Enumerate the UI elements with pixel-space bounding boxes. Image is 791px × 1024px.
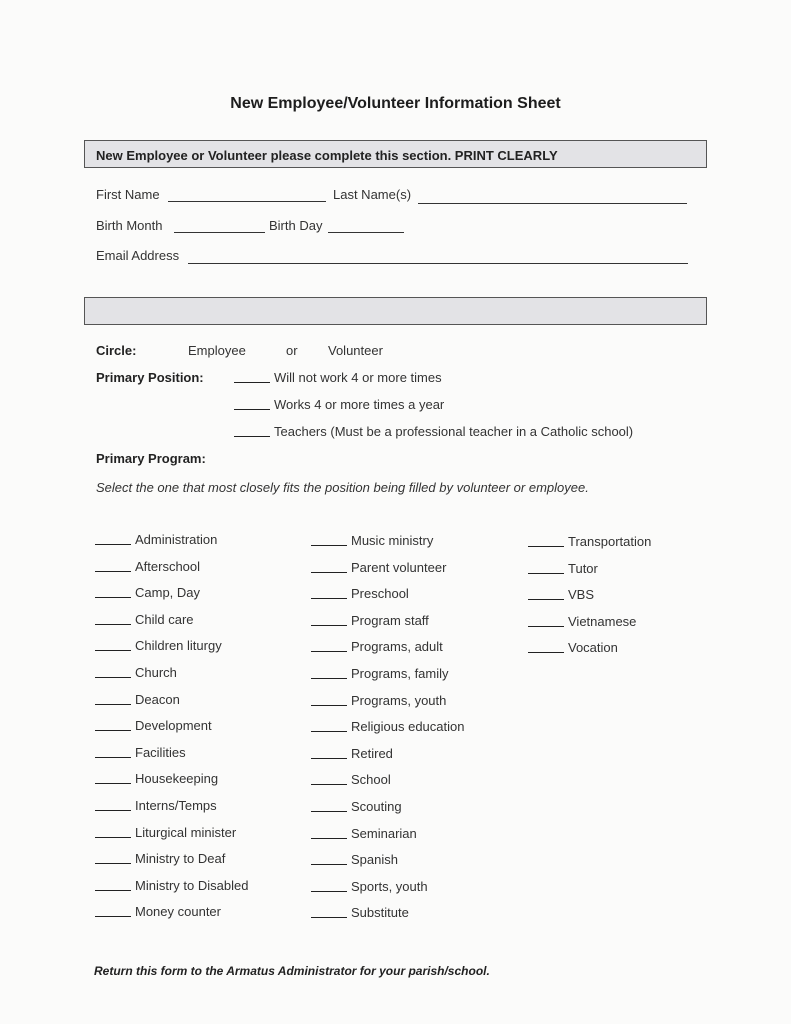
position-option[interactable] [234,397,444,412]
program-option[interactable] [95,745,186,760]
program-blank[interactable] [95,810,131,811]
program-blank[interactable] [311,838,347,839]
program-blank[interactable] [95,757,131,758]
program-label: Parent volunteer [351,560,447,575]
program-option[interactable] [311,879,428,894]
program-option[interactable] [528,640,618,655]
birth-day-field[interactable] [328,232,404,233]
program-option[interactable] [311,613,429,628]
program-label: Church [135,665,177,680]
program-blank[interactable] [311,625,347,626]
program-option[interactable] [95,771,218,786]
program-blank[interactable] [95,730,131,731]
program-label: Music ministry [351,533,434,548]
first-name-field[interactable] [168,201,326,202]
first-name-label: First Name [96,187,160,202]
program-label: Religious education [351,719,465,734]
program-blank[interactable] [311,598,347,599]
program-blank[interactable] [311,758,347,759]
program-option[interactable] [311,826,417,841]
program-option[interactable] [95,718,212,733]
program-label: Afterschool [135,559,201,574]
position-blank[interactable] [234,436,270,437]
program-option[interactable] [311,586,409,601]
program-blank[interactable] [311,651,347,652]
program-label: Vietnamese [568,614,637,629]
circle-label: Circle: [96,343,137,358]
program-blank[interactable] [311,731,347,732]
program-blank[interactable] [95,916,131,917]
program-blank[interactable] [95,704,131,705]
program-option[interactable] [311,719,464,734]
program-option[interactable] [95,612,194,627]
program-blank[interactable] [311,917,347,918]
program-label: Deacon [135,692,180,707]
program-option[interactable] [95,851,225,866]
program-blank[interactable] [95,783,131,784]
program-instruction: Select the one that most closely fits the position being filled by volunteer or employee. [96,480,589,495]
program-blank[interactable] [528,599,564,600]
program-label: Programs, family [351,666,449,681]
program-blank[interactable] [95,571,131,572]
birth-month-label: Birth Month [96,218,163,233]
position-label: Works 4 or more times a year [274,397,445,412]
program-option[interactable] [95,532,217,547]
program-blank[interactable] [311,864,347,865]
last-name-field[interactable] [418,203,687,204]
program-blank[interactable] [528,546,564,547]
position-blank[interactable] [234,409,270,410]
program-option[interactable] [311,666,449,681]
program-label: Child care [135,612,194,627]
program-option[interactable] [95,798,217,813]
program-label: Housekeeping [135,771,219,786]
program-blank[interactable] [95,624,131,625]
position-option[interactable] [234,370,442,385]
program-option[interactable] [311,799,402,814]
program-label: Preschool [351,586,409,601]
page-title: New Employee/Volunteer Information Sheet [230,95,561,112]
section-header-text: New Employee or Volunteer please complete this section. PRINT CLEARLY [96,148,558,163]
program-blank[interactable] [95,863,131,864]
position-label: Will not work 4 or more times [274,370,442,385]
program-blank[interactable] [95,890,131,891]
program-label: Scouting [351,799,402,814]
program-label: VBS [568,587,595,602]
footer-instruction: Return this form to the Armatus Administrator for your parish/school. [94,964,490,978]
program-option[interactable] [95,585,200,600]
program-option[interactable] [311,693,446,708]
program-blank[interactable] [528,652,564,653]
program-blank[interactable] [95,544,131,545]
program-option[interactable] [528,614,636,629]
program-option[interactable] [311,560,446,575]
program-label: Program staff [351,613,429,628]
program-option[interactable] [95,638,222,653]
program-option[interactable] [95,559,200,574]
program-blank[interactable] [95,677,131,678]
program-label: Tutor [568,561,598,576]
program-blank[interactable] [311,678,347,679]
program-blank[interactable] [311,572,347,573]
program-label: Ministry to Deaf [135,851,226,866]
program-label: School [351,772,391,787]
program-label: Retired [351,746,393,761]
program-label: Camp, Day [135,585,201,600]
program-label: Ministry to Disabled [135,878,249,893]
program-option[interactable] [311,772,391,787]
or-text: or [286,343,298,358]
program-label: Administration [135,532,218,547]
program-blank[interactable] [528,626,564,627]
employee-option[interactable]: Employee [188,343,246,358]
birth-day-label: Birth Day [269,218,323,233]
program-option[interactable] [528,587,594,602]
program-label: Seminarian [351,826,417,841]
program-blank[interactable] [95,837,131,838]
program-option[interactable] [311,639,443,654]
program-blank[interactable] [311,545,347,546]
program-option[interactable] [95,904,221,919]
program-blank[interactable] [311,811,347,812]
program-label: Facilities [135,745,186,760]
program-label: Transportation [568,534,652,549]
program-label: Vocation [568,640,618,655]
email-label: Email Address [96,248,180,263]
program-option[interactable] [95,692,180,707]
program-label: Development [135,718,212,733]
birth-month-field[interactable] [174,232,265,233]
program-blank[interactable] [528,573,564,574]
program-option[interactable] [528,534,651,549]
program-option[interactable] [311,533,433,548]
program-label: Substitute [351,905,409,920]
program-blank[interactable] [311,891,347,892]
position-blank[interactable] [234,382,270,383]
last-name-label: Last Name(s) [333,187,412,202]
program-option[interactable] [311,905,409,920]
program-option[interactable] [95,878,248,893]
volunteer-option[interactable]: Volunteer [328,343,383,358]
program-option[interactable] [95,825,236,840]
program-blank[interactable] [311,705,347,706]
program-option[interactable] [528,561,598,576]
program-label: Money counter [135,904,221,919]
program-option[interactable] [95,665,177,680]
program-option[interactable] [311,746,393,761]
section-separator-band [84,297,707,325]
program-blank[interactable] [311,784,347,785]
program-label: Sports, youth [351,879,428,894]
email-field[interactable] [188,263,688,264]
program-label: Children liturgy [135,638,222,653]
program-label: Spanish [351,852,398,867]
program-label: Programs, adult [351,639,443,654]
program-blank[interactable] [95,597,131,598]
position-option[interactable] [234,424,633,439]
program-label: Interns/Temps [135,798,217,813]
program-option[interactable] [311,852,398,867]
program-label: Programs, youth [351,693,447,708]
position-label: Teachers (Must be a professional teacher in a Catholic school) [274,424,634,439]
primary-position-label: Primary Position: [96,370,204,385]
program-blank[interactable] [95,650,131,651]
primary-program-label: Primary Program: [96,451,206,466]
program-label: Liturgical minister [135,825,237,840]
